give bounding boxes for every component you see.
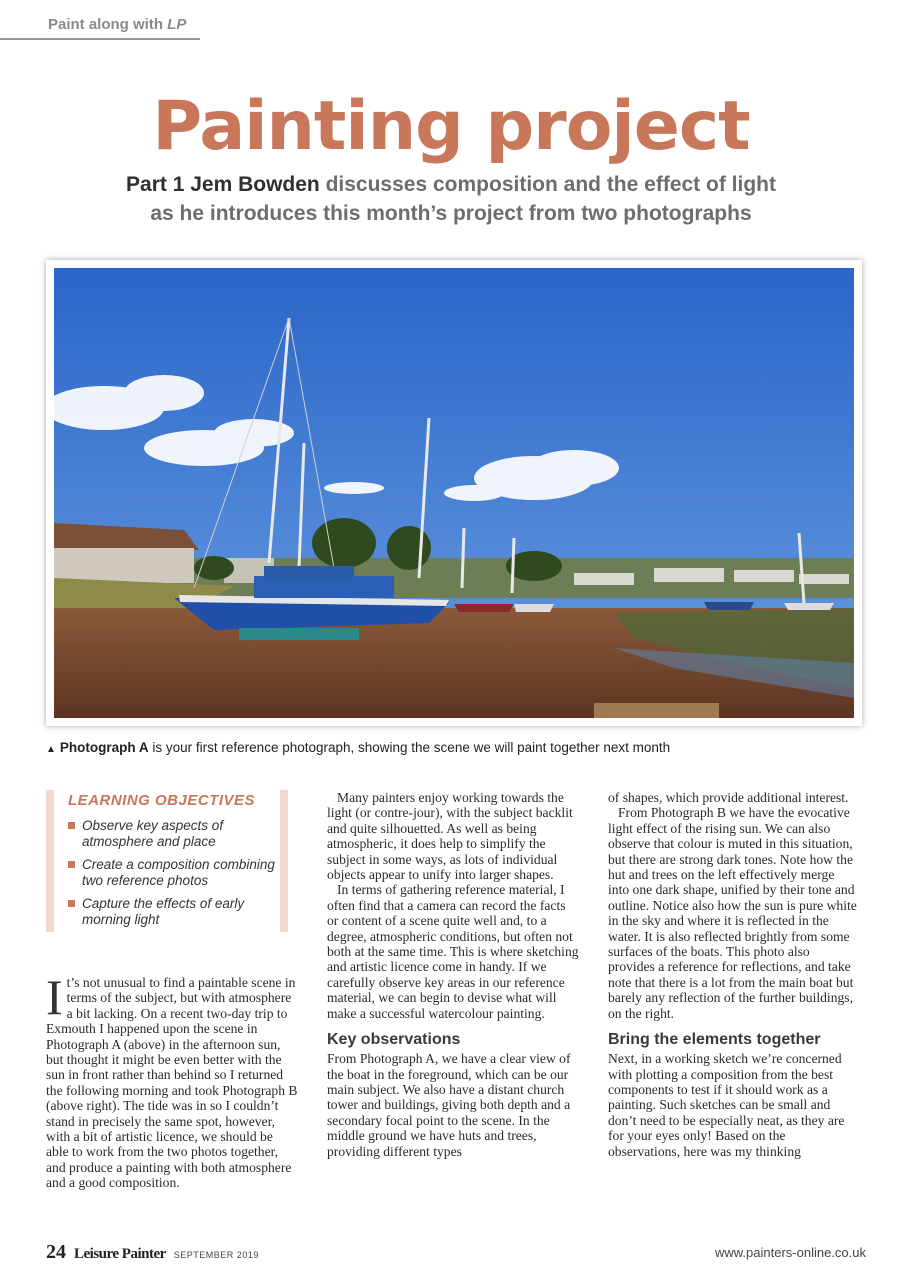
caption-text: is your first reference photograph, showing the scene we will paint together next month <box>148 740 671 755</box>
objectives-list <box>68 818 278 935</box>
photograph-a <box>46 260 862 726</box>
body-column-1 <box>46 969 298 1191</box>
section-tag <box>0 10 200 40</box>
objectives-left-bar <box>46 790 54 932</box>
subheading-bring-elements-together: Bring the elements together <box>608 1031 821 1049</box>
objective-item: Observe key aspects of atmosphere and place <box>68 818 278 850</box>
website-link[interactable]: www.painters-online.co.uk <box>714 1245 866 1260</box>
magazine-name: Leisure Painter <box>74 1246 166 1262</box>
body-column-3 <box>608 790 858 1159</box>
article-title: Painting project <box>152 87 750 166</box>
issue-date: SEPTEMBER 2019 <box>173 1250 259 1260</box>
page-number: 24 <box>46 1241 66 1263</box>
body-column-2 <box>327 790 579 1159</box>
paragraph: of shapes, which provide additional interest. <box>608 790 849 805</box>
intro-paragraph <box>46 969 298 1191</box>
paragraph: Next, in a working sketch we’re concerned with plotting a composition from the best components to test if it should work as a painting. Such sketches can be small and don’t need to be especially neat, as they are for your eyes only! Based on the observations, here was my thinking <box>608 1051 845 1159</box>
caption-label: Photograph A <box>59 740 149 755</box>
paragraph: In terms of gathering reference material, I often find that a camera can record the facts or content of a scene quite well and, to a degree, atmospheric conditions, but often not both at the same time. This is where sketching and artistic licence come in handy. If we carefully observe key areas in our reference material, we can begin to devise what will make a successful watercolour painting. <box>327 882 579 1021</box>
objective-item: Create a composition combining two reference photos <box>68 857 278 889</box>
standfirst-line-2: as he introduces this month’s project from two photographs <box>150 202 752 225</box>
section-label: Paint along with LP <box>48 16 187 33</box>
subheading-key-observations: Key observations <box>327 1031 461 1049</box>
paragraph: Many painters enjoy working towards the light (or contre-jour), with the subject backlit and quite silhouetted. As well as being atmospheric, it does help to simplify the subject in some ways, as lots of individual objects appear to unify into larger shapes. <box>327 790 573 883</box>
paragraph: From Photograph B we have the evocative light effect of the rising sun. We can also observe that colour is muted in this situation, but there are strong dark tones. Note how the hut and trees on the left effectively merge into one dark shape, unified by their tone and outline. Notice also how the sun is pure white in the sky and where it is reflected in the water. It is also reflected brightly from some surfaces of the boats. This photo also provides a reference for reflections, and take note that there is a lot from the main boat but barely any reflection of the further buildings, on the right. <box>608 805 857 1021</box>
objectives-right-bar <box>280 790 288 932</box>
paragraph: From Photograph A, we have a clear view of the boat in the foreground, which can be our main subject. We also have a distant church tower and buildings, giving both depth and a secondary focal point to the scene. In the middle ground we have huts and trees, providing different types <box>327 1051 571 1159</box>
objectives-heading: LEARNING OBJECTIVES <box>68 792 256 809</box>
learning-objectives-box <box>46 790 288 932</box>
caption-triangle-icon: ▲ <box>46 744 56 755</box>
drop-cap: I <box>46 969 63 1025</box>
standfirst-author: Part 1 Jem Bowden <box>126 173 320 196</box>
intro-text: t’s not unusual to find a paintable scene in terms of the subject, but with atmosphere a bit lacking. On a recent two-day trip to Exmouth I happened upon the scene in Photograph A (above) in the afternoon sun, but thought it might be even better with the sun in front rather than behind so I returned the following morning and took Photograph B (above right). The tide was in so I couldn’t stand in precisely the same spot, however, with a bit of artistic licence, we should be able to work from the two photos together, and produce a painting with both atmosphere and a good composition. <box>46 975 298 1191</box>
harbour-photo-illustration <box>54 268 854 718</box>
footer-left <box>46 1241 259 1265</box>
photo-caption <box>46 740 866 755</box>
standfirst <box>0 170 902 228</box>
standfirst-line-1: discusses composition and the effect of light <box>319 173 776 196</box>
objective-item: Capture the effects of early morning light <box>68 896 278 928</box>
